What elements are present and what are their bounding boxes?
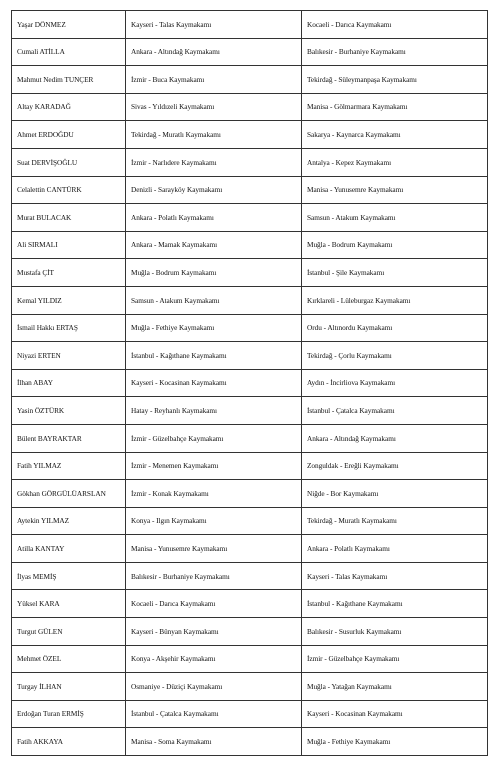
current-post-cell: Ankara - Polatlı Kaymakamı <box>126 204 302 232</box>
table-row <box>12 204 488 232</box>
current-post-cell: Kocaeli - Darıca Kaymakamı <box>126 590 302 618</box>
new-post-cell: İstanbul - Şile Kaymakamı <box>302 259 488 287</box>
official-name-cell: İlhan ABAY <box>12 369 126 397</box>
appointment-table <box>11 10 488 756</box>
table-row <box>12 342 488 370</box>
table-row <box>12 562 488 590</box>
current-post-cell: Balıkesir - Burhaniye Kaymakamı <box>126 562 302 590</box>
new-post-cell: Ordu - Altınordu Kaymakamı <box>302 314 488 342</box>
new-post-cell: İzmir - Güzelbahçe Kaymakamı <box>302 645 488 673</box>
table-row <box>12 314 488 342</box>
new-post-cell: Balıkesir - Susurluk Kaymakamı <box>302 618 488 646</box>
table-row <box>12 700 488 728</box>
current-post-cell: İstanbul - Kağıthane Kaymakamı <box>126 342 302 370</box>
new-post-cell: Zonguldak - Ereğli Kaymakamı <box>302 452 488 480</box>
new-post-cell: Antalya - Kepez Kaymakamı <box>302 148 488 176</box>
new-post-cell: Tekirdağ - Süleymanpaşa Kaymakamı <box>302 66 488 94</box>
current-post-cell: Ankara - Altındağ Kaymakamı <box>126 38 302 66</box>
new-post-cell: Sakarya - Kaynarca Kaymakamı <box>302 121 488 149</box>
current-post-cell: Tekirdağ - Muratlı Kaymakamı <box>126 121 302 149</box>
current-post-cell: Kayseri - Talas Kaymakamı <box>126 11 302 39</box>
table-row <box>12 148 488 176</box>
current-post-cell: İstanbul - Çatalca Kaymakamı <box>126 700 302 728</box>
official-name-cell: Yüksel KARA <box>12 590 126 618</box>
current-post-cell: Ankara - Mamak Kaymakamı <box>126 231 302 259</box>
new-post-cell: Balıkesir - Burhaniye Kaymakamı <box>302 38 488 66</box>
current-post-cell: İzmir - Menemen Kaymakamı <box>126 452 302 480</box>
table-row <box>12 590 488 618</box>
new-post-cell: Samsun - Atakum Kaymakamı <box>302 204 488 232</box>
table-row <box>12 38 488 66</box>
current-post-cell: Kayseri - Bünyan Kaymakamı <box>126 618 302 646</box>
current-post-cell: Samsun - Atakum Kaymakamı <box>126 286 302 314</box>
new-post-cell: Ankara - Altındağ Kaymakamı <box>302 424 488 452</box>
table-row <box>12 397 488 425</box>
table-row <box>12 176 488 204</box>
new-post-cell: Niğde - Bor Kaymakamı <box>302 480 488 508</box>
current-post-cell: Manisa - Yunusemre Kaymakamı <box>126 535 302 563</box>
official-name-cell: Mehmet ÖZEL <box>12 645 126 673</box>
new-post-cell: Tekirdağ - Çorlu Kaymakamı <box>302 342 488 370</box>
table-row <box>12 11 488 39</box>
current-post-cell: Denizli - Sarayköy Kaymakamı <box>126 176 302 204</box>
new-post-cell: İstanbul - Çatalca Kaymakamı <box>302 397 488 425</box>
official-name-cell: Atilla KANTAY <box>12 535 126 563</box>
current-post-cell: İzmir - Buca Kaymakamı <box>126 66 302 94</box>
current-post-cell: İzmir - Güzelbahçe Kaymakamı <box>126 424 302 452</box>
official-name-cell: Kemal YILDIZ <box>12 286 126 314</box>
table-row <box>12 645 488 673</box>
official-name-cell: Bülent BAYRAKTAR <box>12 424 126 452</box>
official-name-cell: Fatih YILMAZ <box>12 452 126 480</box>
table-row <box>12 121 488 149</box>
current-post-cell: Kayseri - Kocasinan Kaymakamı <box>126 369 302 397</box>
current-post-cell: Sivas - Yıldızeli Kaymakamı <box>126 93 302 121</box>
current-post-cell: Muğla - Fethiye Kaymakamı <box>126 314 302 342</box>
table-row <box>12 480 488 508</box>
current-post-cell: Konya - Ilgın Kaymakamı <box>126 507 302 535</box>
table-row <box>12 452 488 480</box>
table-row <box>12 618 488 646</box>
official-name-cell: Fatih AKKAYA <box>12 728 126 756</box>
new-post-cell: İstanbul - Kağıthane Kaymakamı <box>302 590 488 618</box>
official-name-cell: Mustafa ÇİT <box>12 259 126 287</box>
current-post-cell: Osmaniye - Düziçi Kaymakamı <box>126 673 302 701</box>
official-name-cell: Yaşar DÖNMEZ <box>12 11 126 39</box>
table-row <box>12 286 488 314</box>
table-row <box>12 673 488 701</box>
official-name-cell: Celalettin CANTÜRK <box>12 176 126 204</box>
new-post-cell: Tekirdağ - Muratlı Kaymakamı <box>302 507 488 535</box>
official-name-cell: Suat DERVİŞOĞLU <box>12 148 126 176</box>
official-name-cell: Turgut GÜLEN <box>12 618 126 646</box>
official-name-cell: Aytekin YILMAZ <box>12 507 126 535</box>
official-name-cell: Niyazi ERTEN <box>12 342 126 370</box>
table-row <box>12 369 488 397</box>
new-post-cell: Muğla - Fethiye Kaymakamı <box>302 728 488 756</box>
new-post-cell: Kayseri - Talas Kaymakamı <box>302 562 488 590</box>
official-name-cell: İlyas MEMİŞ <box>12 562 126 590</box>
table-row <box>12 507 488 535</box>
official-name-cell: Cumali ATİLLA <box>12 38 126 66</box>
new-post-cell: Kocaeli - Darıca Kaymakamı <box>302 11 488 39</box>
new-post-cell: Manisa - Gölmarmara Kaymakamı <box>302 93 488 121</box>
official-name-cell: Turgay İLHAN <box>12 673 126 701</box>
new-post-cell: Muğla - Bodrum Kaymakamı <box>302 231 488 259</box>
table-row <box>12 728 488 756</box>
new-post-cell: Muğla - Yatağan Kaymakamı <box>302 673 488 701</box>
current-post-cell: İzmir - Konak Kaymakamı <box>126 480 302 508</box>
appointment-table-body <box>12 11 488 756</box>
table-row <box>12 424 488 452</box>
current-post-cell: Muğla - Bodrum Kaymakamı <box>126 259 302 287</box>
new-post-cell: Ankara - Polatlı Kaymakamı <box>302 535 488 563</box>
current-post-cell: İzmir - Narlıdere Kaymakamı <box>126 148 302 176</box>
table-row <box>12 535 488 563</box>
official-name-cell: İsmail Hakkı ERTAŞ <box>12 314 126 342</box>
official-name-cell: Altay KARADAĞ <box>12 93 126 121</box>
official-name-cell: Gökhan GÖRGÜLÜARSLAN <box>12 480 126 508</box>
new-post-cell: Kayseri - Kocasinan Kaymakamı <box>302 700 488 728</box>
official-name-cell: Murat BULACAK <box>12 204 126 232</box>
table-row <box>12 259 488 287</box>
current-post-cell: Manisa - Soma Kaymakamı <box>126 728 302 756</box>
official-name-cell: Mahmut Nedim TUNÇER <box>12 66 126 94</box>
official-name-cell: Ali SIRMALI <box>12 231 126 259</box>
table-row <box>12 231 488 259</box>
new-post-cell: Aydın - İncirliova Kaymakamı <box>302 369 488 397</box>
new-post-cell: Kırklareli - Lüleburgaz Kaymakamı <box>302 286 488 314</box>
current-post-cell: Hatay - Reyhanlı Kaymakamı <box>126 397 302 425</box>
current-post-cell: Konya - Akşehir Kaymakamı <box>126 645 302 673</box>
table-row <box>12 66 488 94</box>
official-name-cell: Yasin ÖZTÜRK <box>12 397 126 425</box>
table-row <box>12 93 488 121</box>
new-post-cell: Manisa - Yunusemre Kaymakamı <box>302 176 488 204</box>
official-name-cell: Erdoğan Turan ERMİŞ <box>12 700 126 728</box>
official-name-cell: Ahmet ERDOĞDU <box>12 121 126 149</box>
